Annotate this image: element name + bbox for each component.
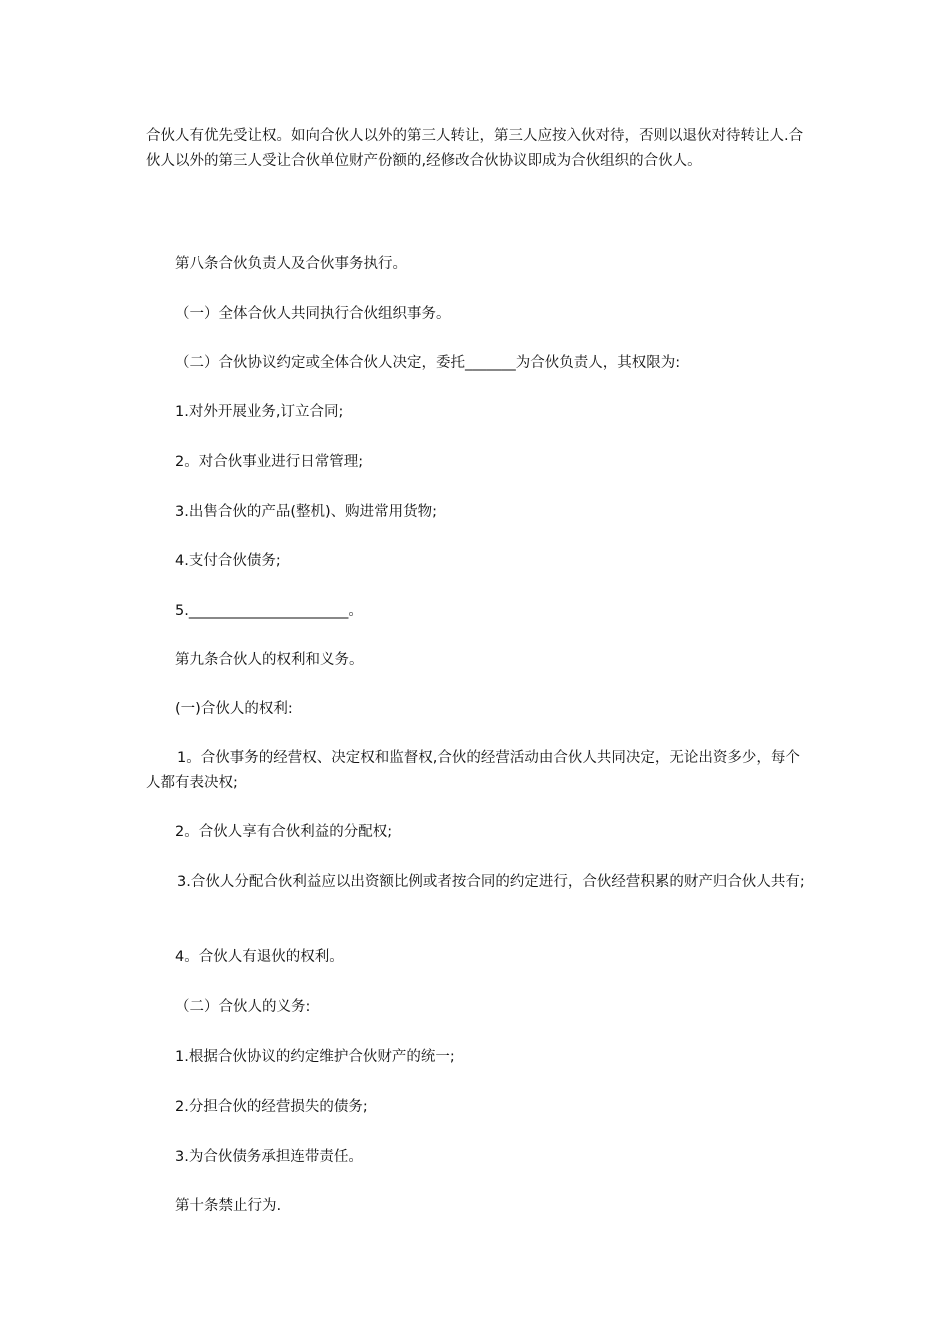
obligations-heading: （二）合伙人的义务: [175,999,311,1015]
power-item-3: 3.出售合伙的产品(整机)、购进常用货物; [175,504,438,520]
right-item-1: 1。合伙事务的经营权、决定权和监督权,合伙的经营活动由合伙人共同决定，无论出资多少，每个人都有表决权; [146,750,800,791]
article-9-heading: 第九条合伙人的权利和义务。 [175,652,364,668]
obligation-item-2: 2.分担合伙的经营损失的债务; [175,1099,368,1115]
power-item-1: 1.对外开展业务,订立合同; [175,404,344,420]
power-item-5: 5.______________________。 [175,603,363,619]
right-item-2: 2。合伙人享有合伙利益的分配权; [175,824,393,840]
power-item-2: 2。对合伙事业进行日常管理; [175,454,364,470]
article-10-heading: 第十条禁止行为. [175,1198,282,1214]
article-8-heading: 第八条合伙负责人及合伙事务执行。 [175,256,407,272]
obligation-item-1: 1.根据合伙协议的约定维护合伙财产的统一; [175,1049,455,1065]
article-8-item-2: （二）合伙协议约定或全体合伙人决定，委托_______为合伙负责人，其权限为: [175,355,681,371]
power-item-4: 4.支付合伙债务; [175,553,281,569]
right-item-4: 4。合伙人有退伙的权利。 [175,949,344,965]
article-8-item-1: （一）全体合伙人共同执行合伙组织事务。 [175,306,451,322]
rights-heading: (一)合伙人的权利: [175,701,293,717]
paragraph-transfer-priority: 合伙人有优先受让权。如向合伙人以外的第三人转让，第三人应按入伙对待，否则以退伙对待转让人.合伙人以外的第三人受让合伙单位财产份额的,经修改合伙协议即成为合伙组织的合伙人。 [146,128,804,169]
right-item-3: 3.合伙人分配合伙利益应以出资额比例或者按合同的约定进行，合伙经营积累的财产归合伙人共有; [177,874,805,890]
obligation-item-3: 3.为合伙债务承担连带责任。 [175,1149,363,1165]
